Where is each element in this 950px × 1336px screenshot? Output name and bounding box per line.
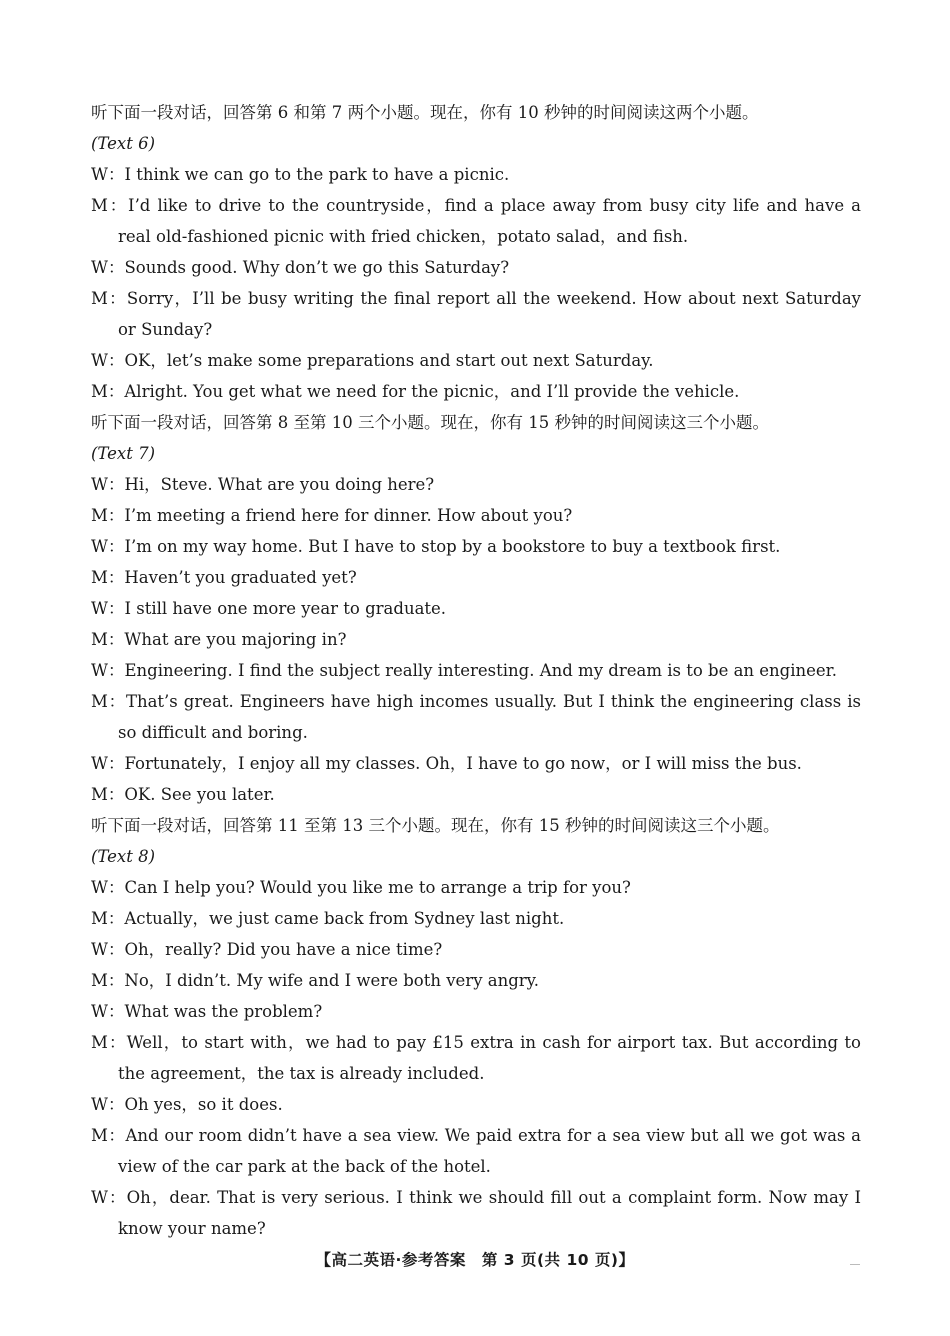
corner-mark xyxy=(850,1264,860,1265)
dialogue-line: M：That’s great. Engineers have high incomes usually. But I think the engineering class is so difficult and boring. xyxy=(91,692,861,742)
dialogue-line: W：Oh，dear. That is very serious. I think we should fill out a complaint form. Now may I know your name? xyxy=(91,1188,861,1238)
dialogue-line: M：Well，to start with，we had to pay £15 extra in cash for airport tax. But according to the agreement，the tax is already included. xyxy=(91,1033,861,1083)
label-text6: (Text 6) xyxy=(91,134,156,153)
dialogue-line: M：Haven’t you graduated yet? xyxy=(91,568,357,587)
page-footer: 【高二英语·参考答案 第 3 页(共 10 页)】 xyxy=(315,1251,635,1269)
label-text7: (Text 7) xyxy=(91,444,156,463)
dialogue-line: W：Can I help you? Would you like me to arrange a trip for you? xyxy=(91,878,631,897)
dialogue-line: W：I’m on my way home. But I have to stop by a bookstore to buy a textbook first. xyxy=(91,537,781,556)
dialogue-line: W：Hi，Steve. What are you doing here? xyxy=(91,475,435,494)
instruction-text7: 听下面一段对话，回答第 8 至第 10 三个小题。现在，你有 15 秒钟的时间阅读这三个小题。 xyxy=(91,413,769,432)
dialogue-line: W：Oh yes，so it does. xyxy=(91,1095,283,1114)
dialogue-line: W：OK，let’s make some preparations and start out next Saturday. xyxy=(91,351,654,370)
dialogue-line: M：I’m meeting a friend here for dinner. How about you? xyxy=(91,506,573,525)
dialogue-line: W：Fortunately，I enjoy all my classes. Oh，I have to go now，or I will miss the bus. xyxy=(91,754,802,773)
dialogue-line: M：No，I didn’t. My wife and I were both very angry. xyxy=(91,971,540,990)
dialogue-line: M：I’d like to drive to the countryside，find a place away from busy city life and have a real old-fashioned picnic with fried chicken，potato salad，and fish. xyxy=(91,196,861,246)
dialogue-line: M：Sorry，I’ll be busy writing the final report all the weekend. How about next Saturday or Sunday? xyxy=(91,289,861,339)
dialogue-line: W：I think we can go to the park to have a picnic. xyxy=(91,165,510,184)
label-text8: (Text 8) xyxy=(91,847,156,866)
dialogue-line: W：Engineering. I find the subject really interesting. And my dream is to be an engineer. xyxy=(91,661,837,680)
dialogue-line: W：Oh，really? Did you have a nice time? xyxy=(91,940,443,959)
dialogue-line: M：What are you majoring in? xyxy=(91,630,347,649)
instruction-text6: 听下面一段对话，回答第 6 和第 7 两个小题。现在，你有 10 秒钟的时间阅读这两个小题。 xyxy=(91,103,759,122)
instruction-text8: 听下面一段对话，回答第 11 至第 13 三个小题。现在，你有 15 秒钟的时间阅读这三个小题。 xyxy=(91,816,780,835)
dialogue-line: W：Sounds good. Why don’t we go this Saturday? xyxy=(91,258,510,277)
dialogue-line: W：What was the problem? xyxy=(91,1002,323,1021)
dialogue-line: M：Alright. You get what we need for the picnic，and I’ll provide the vehicle. xyxy=(91,382,740,401)
dialogue-line: M：And our room didn’t have a sea view. We paid extra for a sea view but all we got was a view of the car park at the back of the hotel. xyxy=(91,1126,861,1176)
document-body xyxy=(91,97,861,1244)
dialogue-line: W：I still have one more year to graduate. xyxy=(91,599,447,618)
dialogue-line: M：OK. See you later. xyxy=(91,785,275,804)
dialogue-line: M：Actually，we just came back from Sydney last night. xyxy=(91,909,565,928)
